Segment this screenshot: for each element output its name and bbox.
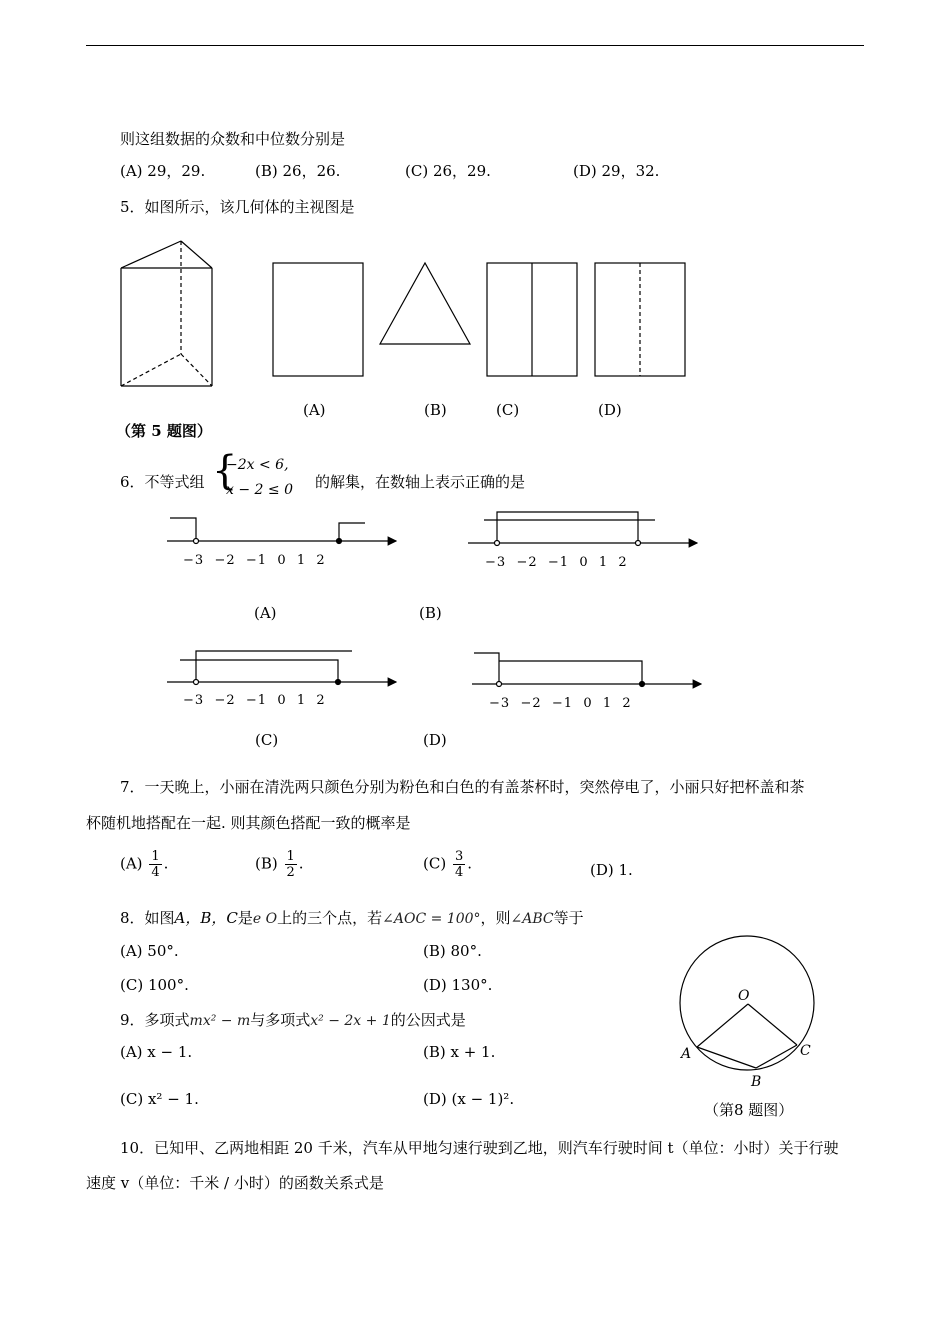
q7-option-a: (A) $\frac{1}{4}$ . [120,849,169,880]
q5-label-d: (D) [598,401,622,419]
q4-option-b: (B) 26，26. [255,162,341,180]
q8-point-c: C [800,1043,811,1059]
q9-option-d: (D) (x − 1)². [423,1090,515,1108]
q8-option-b: (B) 80°. [423,942,482,960]
q6-line1: −2x < 6, [226,457,289,473]
q7-option-c: (C) $\frac{3}{4}$ . [423,849,473,880]
q10-stem-line2: 速度 v（单位：千米 / 小时）的函数关系式是 [86,1174,384,1192]
q5-stem: 5．如图所示，该几何体的主视图是 [120,198,355,216]
q4-option-a: (A) 29，29. [120,162,206,180]
numberline-d-ticks: −3 −2 −1 0 1 2 [489,696,632,711]
q4-option-c: (C) 26，29. [405,162,491,180]
q9-option-c: (C) x² − 1. [120,1090,199,1108]
q5-label-c: (C) [496,401,520,419]
numberline-b-ticks: −3 −2 −1 0 1 2 [485,555,628,570]
q6-label-d: (D) [423,731,447,749]
q7-option-d: (D) 1. [590,861,633,879]
q5-label-a: (A) [303,401,326,419]
q6-stem-prefix: 6．不等式组 [120,473,205,491]
q5-label-b: (B) [424,401,447,419]
q7-stem-line1: 7．一天晚上，小丽在清洗两只颜色分别为粉色和白色的有盖茶杯时，突然停电了，小丽只好把杯盖和茶 [120,778,805,796]
q8-caption: （第8 题图） [704,1101,794,1119]
q4-stem: 则这组数据的众数和中位数分别是 [120,130,346,148]
numberline-c-ticks: −3 −2 −1 0 1 2 [183,693,326,708]
q8-option-c: (C) 100°. [120,976,189,994]
q6-line2: x − 2 ≤ 0 [226,482,293,498]
q7-option-b: (B) $\frac{1}{2}$ . [255,849,304,880]
q8-point-o: O [738,988,750,1004]
q6-label-a: (A) [254,604,277,622]
q7-stem-line2: 杯随机地搭配在一起. 则其颜色搭配一致的概率是 [86,814,411,832]
q8-option-a: (A) 50°. [120,942,179,960]
q8-option-d: (D) 130°. [423,976,493,994]
brace-icon: { [212,448,238,494]
q10-stem-line1: 10．已知甲、乙两地相距 20 千米，汽车从甲地匀速行驶到乙地，则汽车行驶时间 t（单位：小时）关于行驶 [120,1139,839,1157]
q6-label-b: (B) [419,604,442,622]
q8-stem: 8．如图A，B，C是e O上的三个点，若∠AOC = 100°，则∠ABC等于 [120,909,584,927]
q9-option-a: (A) x − 1. [120,1043,193,1061]
q6-stem-suffix: 的解集，在数轴上表示正确的是 [315,473,526,491]
q5-caption: （第 5 题图） [116,422,212,440]
q9-option-b: (B) x + 1. [423,1043,496,1061]
numberline-a-ticks: −3 −2 −1 0 1 2 [183,553,326,568]
q8-point-b: B [751,1074,762,1090]
q4-option-d: (D) 29，32. [573,162,660,180]
q6-label-c: (C) [255,731,279,749]
q9-stem: 9．多项式mx² − m与多项式x² − 2x + 1的公因式是 [120,1011,466,1029]
q8-point-a: A [681,1046,692,1062]
